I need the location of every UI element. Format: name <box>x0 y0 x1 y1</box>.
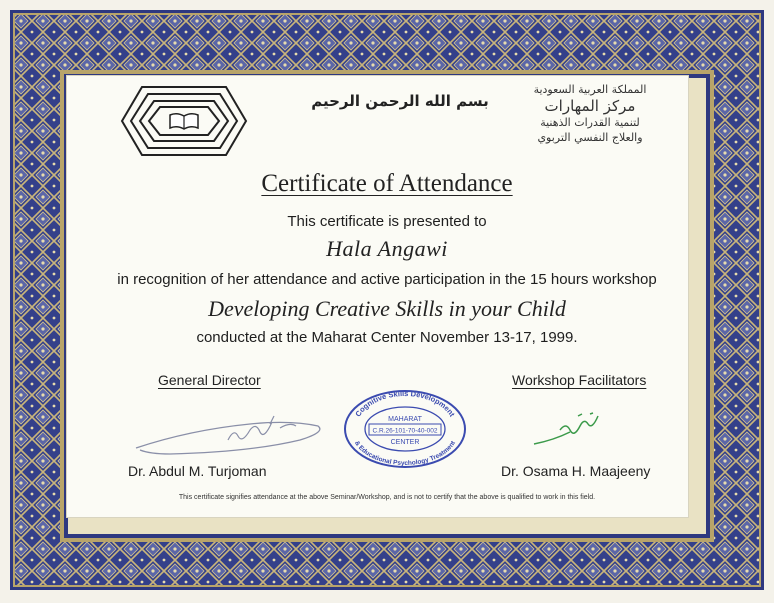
presented-to-text: This certificate is presented to <box>287 213 487 230</box>
center-line-3: والعلاج النفسي التربوي <box>537 131 643 144</box>
maharat-stamp <box>342 388 468 470</box>
left-signatory-name: Dr. Abdul M. Turjoman <box>128 463 267 479</box>
left-signatory-role: General Director <box>158 372 261 388</box>
maharat-logo <box>120 85 248 157</box>
arabic-center-header <box>510 82 670 145</box>
bismillah-text: بسم الله الرحمن الرحيم <box>311 92 489 110</box>
stamp-ring-top: Cognitive Skills Development <box>353 388 457 419</box>
right-signatory-name: Dr. Osama H. Maajeeny <box>501 463 651 479</box>
right-signature <box>530 410 610 450</box>
kingdom-text: المملكة العربية السعودية <box>533 83 647 96</box>
stamp-line-2: C.R.26-101-70-40-002 <box>372 427 438 435</box>
certificate-title: Certificate of Attendance <box>261 170 513 197</box>
center-line-2: لتنمية القدرات الذهنية <box>540 116 640 129</box>
stamp-line-1: MAHARAT <box>388 416 422 423</box>
certificate-title-wrap <box>0 170 774 198</box>
stamp-line-3: CENTER <box>390 439 420 446</box>
footer-disclaimer: This certificate signifies attendance at the above Seminar/Workshop, and is not to certify that the above is qualified to work in this field. <box>178 494 596 501</box>
recipient-name: Hala Angawi <box>326 236 448 261</box>
course-title: Developing Creative Skills in your Child <box>208 296 566 321</box>
right-signatory-role: Workshop Facilitators <box>512 372 647 388</box>
left-signature <box>130 410 330 460</box>
stamp-ring-bottom: & Educational Psychology Treatment <box>352 439 458 468</box>
recognition-text: in recognition of her attendance and active participation in the 15 hours workshop <box>117 271 657 288</box>
center-name-arabic: مركز المهارات <box>544 97 636 115</box>
conducted-text: conducted at the Maharat Center November 13-17, 1999. <box>196 329 578 346</box>
